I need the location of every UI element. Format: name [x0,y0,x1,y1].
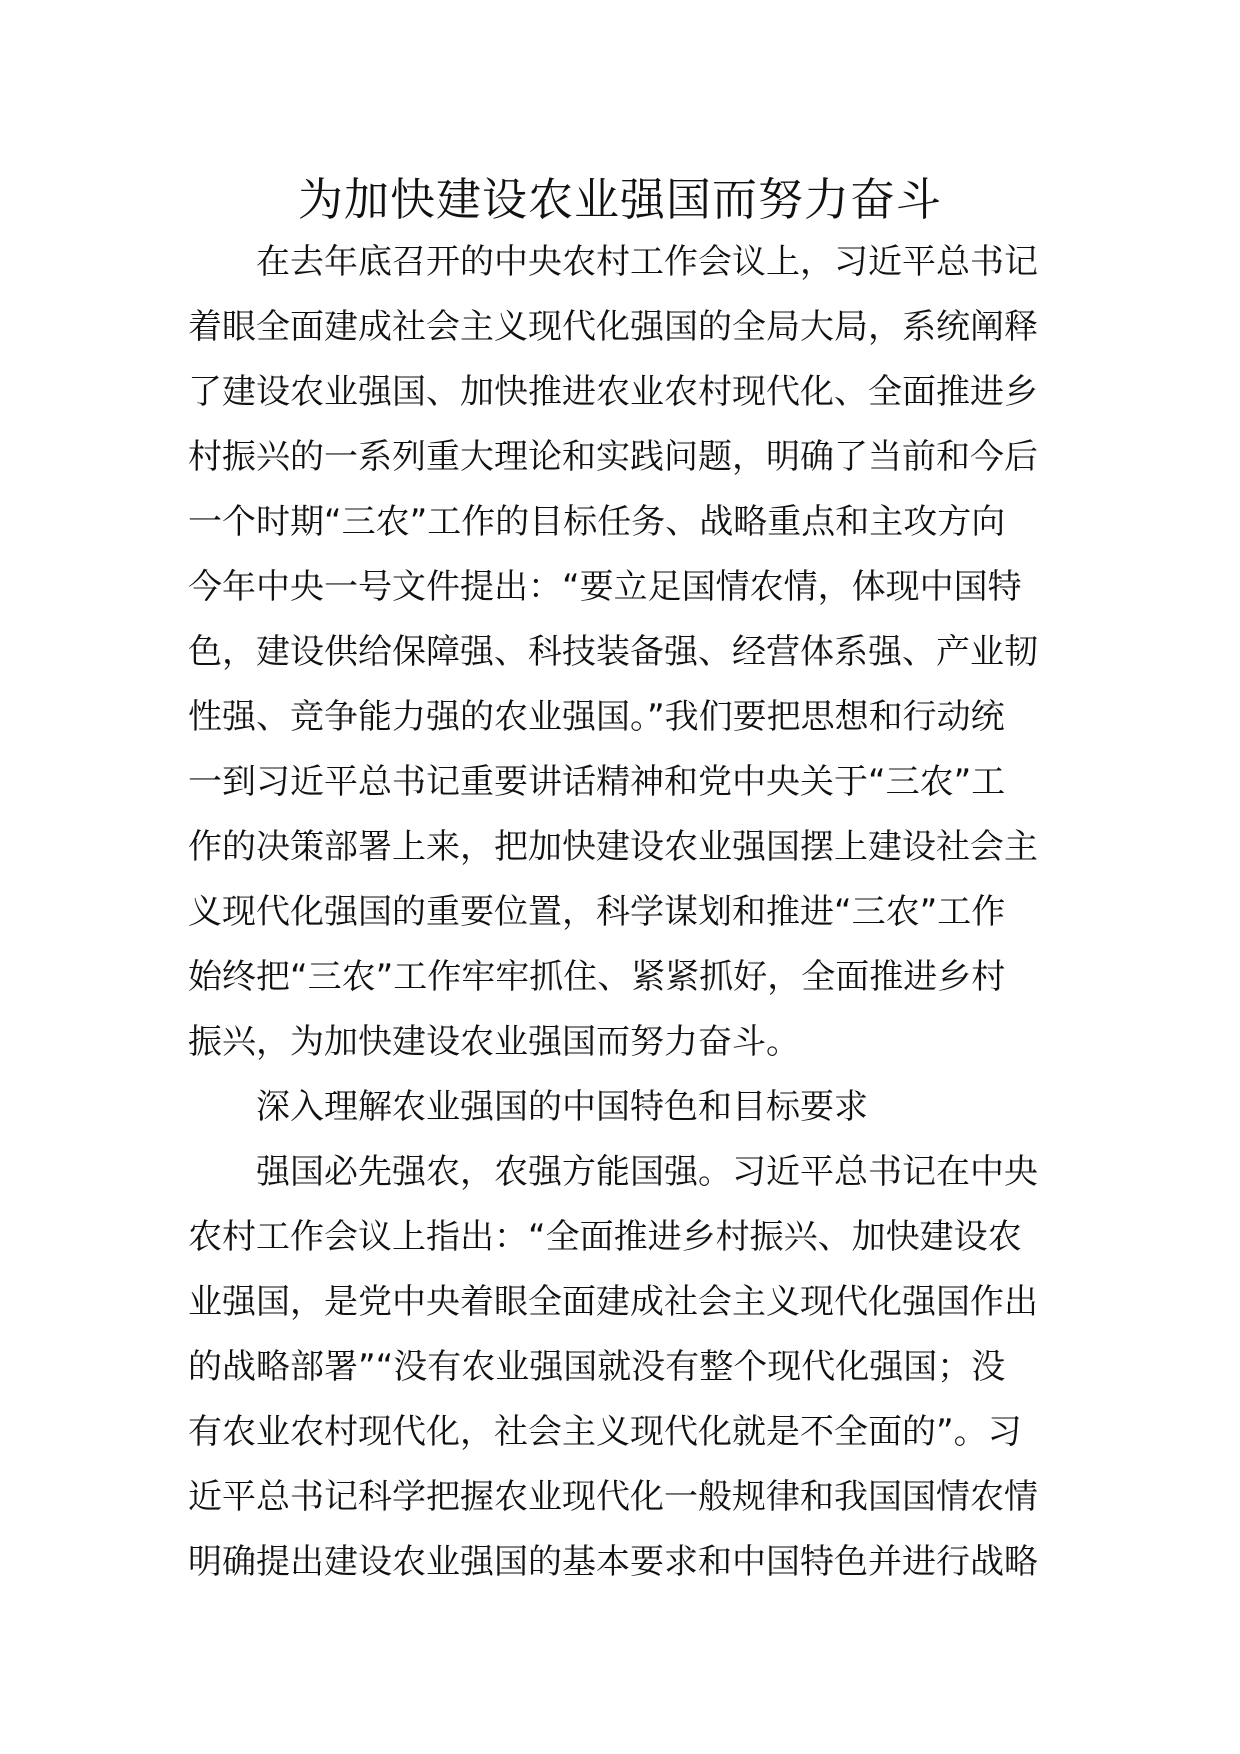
document-title: 为加快建设农业强国而努力奋斗 [297,173,942,226]
text-line: 村振兴的一系列重大理论和实践问题，明确了当前和今后 [188,437,1038,477]
text-line: 一个时期“三农”工作的目标任务、战略重点和主攻方向 [188,502,1006,542]
text-line: 了建设农业强国、加快推进农业农村现代化、全面推进乡 [188,372,1038,412]
text-line: 始终把“三农”工作牢牢抓住、紧紧抓好，全面推进乡村 [188,957,1006,997]
text-line: 近平总书记科学把握农业现代化一般规律和我国国情农情 [188,1477,1038,1517]
document-body [188,230,1068,1595]
section-heading: 深入理解农业强国的中国特色和目标要求 [256,1087,868,1127]
text-line: 农村工作会议上指出：“全面推进乡村振兴、加快建设农 [188,1217,1022,1257]
text-line: 业强国，是党中央着眼全面建成社会主义现代化强国作出 [188,1282,1038,1322]
text-line: 一到习近平总书记重要讲话精神和党中央关于“三农”工 [188,762,1006,802]
text-line: 作的决策部署上来，把加快建设农业强国摆上建设社会主 [188,827,1038,867]
text-line: 义现代化强国的重要位置，科学谋划和推进“三农”工作 [188,892,1006,932]
text-line: 色，建设供给保障强、科技装备强、经营体系强、产业韧 [188,632,1038,672]
text-line: 明确提出建设农业强国的基本要求和中国特色并进行战略 [188,1542,1038,1582]
text-line: 振兴，为加快建设农业强国而努力奋斗。 [188,1022,800,1062]
text-line: 强国必先强农，农强方能国强。习近平总书记在中央 [256,1152,1038,1192]
text-line: 着眼全面建成社会主义现代化强国的全局大局，系统阐释 [188,307,1038,347]
text-line: 的战略部署”“没有农业强国就没有整个现代化强国；没 [188,1347,1006,1387]
text-line: 在去年底召开的中央农村工作会议上，习近平总书记 [256,242,1038,282]
text-line: 有农业农村现代化，社会主义现代化就是不全面的”。习 [188,1412,1022,1452]
text-line: 性强、竞争能力强的农业强国。”我们要把思想和行动统 [188,697,1005,737]
text-line: 今年中央一号文件提出：“要立足国情农情，体现中国特 [188,567,1022,607]
